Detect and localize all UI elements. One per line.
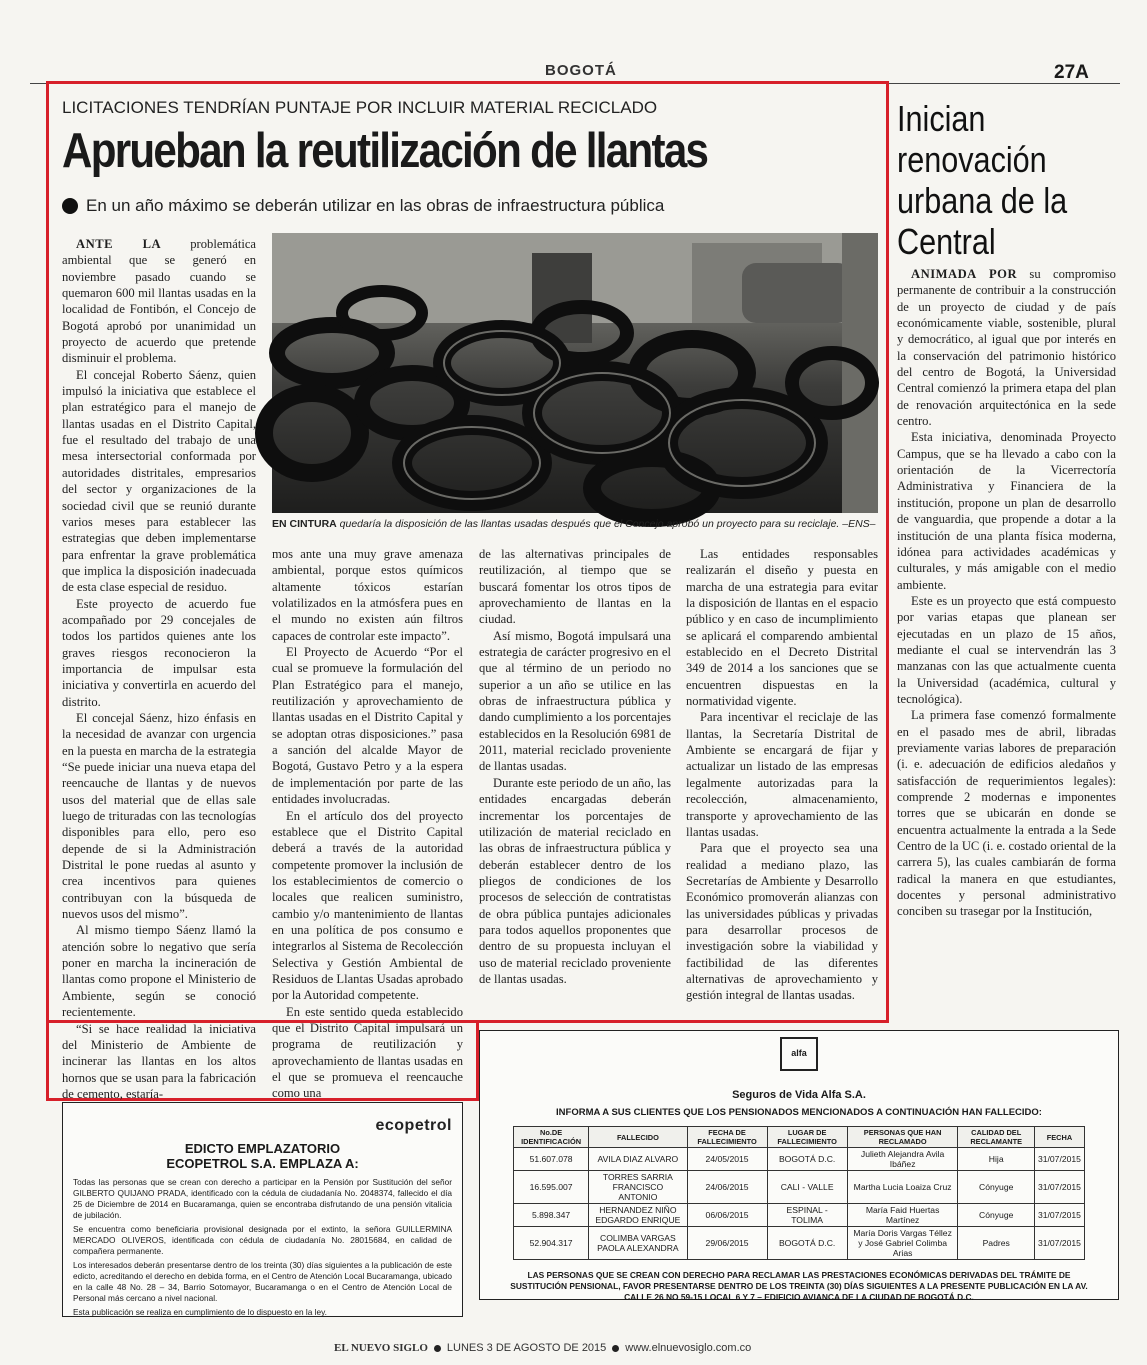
tires-photo bbox=[272, 233, 878, 513]
edict-title: EDICTO EMPLAZATORIO bbox=[184, 1141, 341, 1156]
section-label: BOGOTÁ bbox=[545, 62, 617, 79]
alfa-footer-notice: LAS PERSONAS QUE SE CREAN CON DERECHO PARA RECLAMAR LAS PRESTACIONES ECONÓMICAS DERIVADAS DEL TRÁMITE DE SUSTITUCIÓN PENSIONAL, FAVOR PRESENTARSE DENTRO DE LOS TREINTA (30) DÍAS SIGUIENTES A LA PRESENTE PUBLICACIÓN EN LA AV. CALLE 26 NO 59-15 LOCAL 6 Y 7 – EDIFICIO AVIANCA DE LA CIUDAD DE BOGOTÁ D.C. bbox=[510, 1270, 1088, 1302]
edict-paragraph-3: Los interesados deberán presentarse dentro de los treinta (30) días siguientes a la publicación de este edicto, acreditando el derecho en debida forma, en el Centro de Atención Local Bucaramanga, ubicado en la calle 48 No. 28 – 34, Barrio Sotomayor, Bucaramanga o en el Centro de Atención Local de Personal más cercano a nivel nacional. bbox=[73, 1260, 452, 1303]
article-column-4 bbox=[686, 546, 878, 1016]
article-column-1 bbox=[62, 236, 256, 1101]
table-header: CALIDAD DEL RECLAMANTE bbox=[958, 1127, 1034, 1148]
alfa-intro: INFORMA A SUS CLIENTES QUE LOS PENSIONADOS MENCIONADOS A CONTINUACIÓN HAN FALLECIDO: bbox=[556, 1107, 1042, 1118]
col1-paragraph-2: El concejal Roberto Sáenz, quien impulsó la iniciativa que establece el plan estratégico para el manejo de llantas usadas en el Distrito Capital, fue el resultado del trabajo de una mesa intersectorial conformada por autoridades distritales, empresarios del sector y organizaciones de la sociedad civil que se reunió durante varios meses para establecer las estrategias que deben implementarse para enfrentar la grave problemática que implica la disposición inadecuada de esta clase especial de residuo. bbox=[62, 367, 256, 595]
footer-url: www.elnuevosiglo.com.co bbox=[625, 1342, 752, 1354]
edict-paragraph-2: Se encuentra como beneficiaria provisional designada por el extinto, la señora GUILLERMINA MERCADO OLIVEROS, identificada con cédula de ciudadanía No. 28015684, en calidad de compañera permanente. bbox=[73, 1224, 452, 1256]
article-column-2 bbox=[272, 546, 463, 1101]
deceased-table bbox=[513, 1126, 1085, 1260]
col3-paragraph-3: Durante este periodo de un año, las entidades encargadas deberán incrementar los porcentajes de utilización de material reciclado en las obras de infraestructura pública y deberán establecer dentro de los pliegos de condiciones de los procesos de selección de contratistas de obra pública puntajes adicionales para todos aquellos proponentes que dentro de su propuesta incluyan el uso de material reciclado proveniente de llantas usadas. bbox=[479, 775, 671, 986]
side-article-headline: Inician renovación urbana de la Central bbox=[897, 98, 1068, 262]
side-paragraph-3: Este es un proyecto que está compuesto por varias etapas que planean ser ejecutadas en un plazo de 15 años, mediante el cual se intervendrán las 3 manzanas con las que actualmente cuenta la Universidad (académica, cultural y tecnológica). bbox=[897, 593, 1116, 706]
edict-paragraph-4: Esta publicación se realiza en cumplimiento de lo dispuesto en la ley. bbox=[73, 1307, 327, 1317]
col1-paragraph-5: Al mismo tiempo Sáenz llamó la atención sobre lo negativo que sería poner en marcha la incineración de llantas como propone el Ministerio de Ambiente, según se conoció recientemente. bbox=[62, 923, 256, 1020]
bullet-icon bbox=[62, 198, 78, 214]
col1-paragraph-1: ANTE LA problemática ambiental que se generó en noviembre pasado cuando se quemaron 600 mil llantas usadas en la localidad de Fontibón, el Concejo de Bogotá aprobó por unanimidad un proyecto de acuerdo que pretende disminuir el problema. bbox=[62, 237, 256, 366]
col4-paragraph-3: Para que el proyecto sea una realidad a mediano plazo, las Secretarías de Ambiente y Desarrollo Económico promoverán alianzas con las universidades públicas y privadas para desarrollar procesos de investigación sobre la viabilidad y factibilidad de las diferentes alternativas de aprovechamiento y gestión integral de llantas usadas. bbox=[686, 841, 878, 1003]
table-row: 51.607.078 AVILA DIAZ ALVARO 24/05/2015 BOGOTÁ D.C. Julieth Alejandra Avila Ibáñez Hija 31/07/2015 bbox=[514, 1148, 1085, 1171]
col3-paragraph-2: Así mismo, Bogotá impulsará una estrategia de carácter progresivo en el que al término de un periodo no superior a un año se utilice en las obras de infraestructura pública y dando cumplimiento a los porcentajes establecidos en la Resolución 6981 de 2011, material reciclado proveniente de llantas usadas. bbox=[479, 628, 672, 774]
footer-date: LUNES 3 DE AGOSTO DE 2015 bbox=[446, 1342, 607, 1354]
table-row: 16.595.007 TORRES SARRIA FRANCISCO ANTONIO 24/06/2015 CALI - VALLE Martha Lucia Loaiza Cruz Cónyuge 31/07/2015 bbox=[514, 1171, 1085, 1204]
side-lead-in: ANIMADA POR bbox=[911, 267, 1018, 281]
article-headline: Aprueban la reutilización de llantas bbox=[62, 124, 708, 178]
side-article-body bbox=[897, 266, 1116, 1018]
alfa-logo: alfa bbox=[780, 1037, 818, 1071]
col1-paragraph-3: Este proyecto de acuerdo fue acompañado por 29 concejales de todos los partidos quienes ante los graves riesgos reconocieron la importancia de impulsar esta iniciativa y convertirla en acuerdo del distrito. bbox=[62, 596, 256, 709]
edict-body bbox=[73, 1177, 452, 1318]
col2-paragraph-3: En el artículo dos del proyecto establece que el Distrito Capital deberá a través de la autoridad competente promover la inclusión de los establecimientos de comercio o locales que realicen suministro, cambio y/o mantenimiento de llantas en una política de pos consumo e integrarlos al Sistema de Recolección Selectiva y Gestión Ambiental de Residuos de Llantas Usadas aprobado por la Autoridad competente. bbox=[272, 808, 463, 1003]
caption-lead: EN CINTURA bbox=[272, 518, 337, 530]
article-subhead-text: En un año máximo se deberán utilizar en las obras de infraestructura pública bbox=[86, 196, 665, 215]
col2-paragraph-1: mos ante una muy grave amenaza ambiental, porque estos químicos altamente tóxicos estarían volatilizados en la atmósfera pues en el mundo no existen aún filtros capaces de controlar este impacto”. bbox=[272, 547, 463, 643]
table-header: PERSONAS QUE HAN RECLAMADO bbox=[847, 1127, 958, 1148]
edict-subtitle: ECOPETROL S.A. EMPLAZA A: bbox=[166, 1156, 359, 1171]
table-row: 52.904.317 COLIMBA VARGAS PAOLA ALEXANDRA 29/06/2015 BOGOTÁ D.C. María Doris Vargas Téllez y José Gabriel Colimba Arias Padres 31/07/2015 bbox=[514, 1227, 1085, 1260]
col2-paragraph-2: El Proyecto de Acuerdo “Por el cual se promueve la formulación del Plan Estratégico para el manejo, reutilización y aprovechamiento de llantas usadas en el Distrito Capital y se adoptan otras disposiciones.” pasa a sanción del alcalde Mayor de Bogotá, Gustavo Petro y a la espera de implementación por parte de las entidades involucradas. bbox=[272, 645, 463, 807]
edict-paragraph-1: Todas las personas que se crean con derecho a participar en la Pensión por Sustitución del señor GILBERTO QUIJANO PRADA, identificado con la cédula de ciudadanía No. 2048374, fallecido el día 25 de Diciembre de 2014 en Bucaramanga, quien se encontraba disfrutando de una pensión vitalicia de jubilación. bbox=[73, 1177, 452, 1220]
table-header-row bbox=[514, 1127, 1085, 1148]
article-kicker: LICITACIONES TENDRÍAN PUNTAJE POR INCLUIR MATERIAL RECICLADO bbox=[62, 98, 658, 117]
side-paragraph-2: Esta iniciativa, denominada Proyecto Campus, que se ha llevado a cabo con la orientación de la Vicerrectoría Administrativa y Financiera de la institución, propone un plan de desarrollo de vanguardia, que propende a dotar a la institución de una planta física moderna, idónea para actividades académicas y culturales, y más amigable con el medio ambiente. bbox=[897, 430, 1116, 592]
photo-caption bbox=[272, 518, 878, 530]
tires-photo-image bbox=[272, 233, 878, 513]
col3-paragraph-1: de las alternativas principales de reutilización, al tiempo que se buscará fomentar los otros tipos de aprovechamiento de llantas en la ciudad. bbox=[479, 547, 671, 627]
footer-dot-icon bbox=[612, 1345, 619, 1352]
table-row: 5.898.347 HERNANDEZ NIÑO EDGARDO ENRIQUE 06/06/2015 ESPINAL - TOLIMA María Faid Huertas Martínez Cónyuge 31/07/2015 bbox=[514, 1204, 1085, 1227]
alfa-insurance-ad bbox=[479, 1030, 1119, 1300]
col1-paragraph-4: El concejal Sáenz, hizo énfasis en la necesidad de avanzar con urgencia en la puesta en marcha de la estrategia “Se puede iniciar una nueva etapa del reencauche de llantas y de nuevos usos del material que de ellas sale luego de trituradas con las tecnologías disponibles para ello, pero eso depende de si la Administración Distrital le pone ruedas al asunto y crea incentivos para quienes contribuyan con la búsqueda de nuevos usos del mismo”. bbox=[62, 710, 256, 922]
page-footer bbox=[334, 1342, 751, 1354]
col1-paragraph-6: “Si se hace realidad la iniciativa del Ministerio de Ambiente de incinerar las llantas en los altos hornos que se usan para la fabricación de cemento, estaría- bbox=[62, 1021, 256, 1101]
caption-text: quedaría la disposición de las llantas usadas después que el Concejo aprobó un proyecto para su reciclaje. –ENS– bbox=[336, 518, 876, 530]
paper-name: EL NUEVO SIGLO bbox=[334, 1342, 428, 1354]
table-header: No.DE IDENTIFICACIÓN bbox=[514, 1127, 589, 1148]
col4-paragraph-2: Para incentivar el reciclaje de las llantas, la Secretaría Distrital de Ambiente se encargará de fijar y actualizar un listado de las empresas legalmente autorizadas para la recolección, almacenamiento, transporte y aprovechamiento de las llantas usadas. bbox=[686, 710, 878, 839]
table-header: LUGAR DE FALLECIMIENTO bbox=[767, 1127, 847, 1148]
side-paragraph-4: La primera fase comenzó formalmente en el pasado mes de abril, libradas previamente varias labores de preparación (i. e. adecuación de edificios aledaños y satisfacción de requerimientos legales): comprende 2 modernas e imponentes torres que se ubicarán en donde se encuentra actualmente la entrada a la Sede Centro de la UC (i. e. costado oriental de la carrera 5), las cuales cambiarán de forma radical la manera en que estudiantes, docentes y personal administrativo conciben su trasegar por la Institución, bbox=[897, 708, 1116, 919]
lead-in: ANTE LA bbox=[76, 237, 162, 251]
footer-dot-icon bbox=[434, 1345, 441, 1352]
ecopetrol-logo: ecopetrol bbox=[375, 1117, 452, 1134]
alfa-company-name: Seguros de Vida Alfa S.A. bbox=[732, 1089, 866, 1101]
article-column-3 bbox=[479, 546, 671, 1016]
col2-paragraph-4: En este sentido queda establecido que el Distrito Capital impulsará un programa de reutilización y aprovechamiento de llantas usadas en el que se promueva el reencauche como una bbox=[272, 1004, 463, 1101]
table-header: FALLECIDO bbox=[589, 1127, 687, 1148]
article-subhead bbox=[62, 196, 664, 216]
table-header: FECHA bbox=[1034, 1127, 1084, 1148]
ecopetrol-edict-ad bbox=[62, 1102, 463, 1317]
page-number: 27A bbox=[1054, 62, 1089, 83]
table-header: FECHA DE FALLECIMIENTO bbox=[687, 1127, 767, 1148]
side-paragraph-1: ANIMADA POR su compromiso permanente de contribuir a la construcción de un proyecto de ciudad y de país económicamente viable, sostenible, plural y democrático, al igual que por interés en la conservación del patrimonio histórico del centro de Bogotá, la Universidad Central comienzó la primera etapa del plan de renovación arquitectónica en la sede centro. bbox=[897, 267, 1116, 429]
col4-paragraph-1: Las entidades responsables realizarán el diseño y puesta en marcha de una estrategia para evitar la disposición de llantas en el espacio público y en caso de incumplimiento se aplicará el comparendo ambiental establecido en el Decreto Distrital 349 de 2014 a los sanciones que se encuentren dispuestas en la normatividad vigente. bbox=[686, 547, 878, 709]
